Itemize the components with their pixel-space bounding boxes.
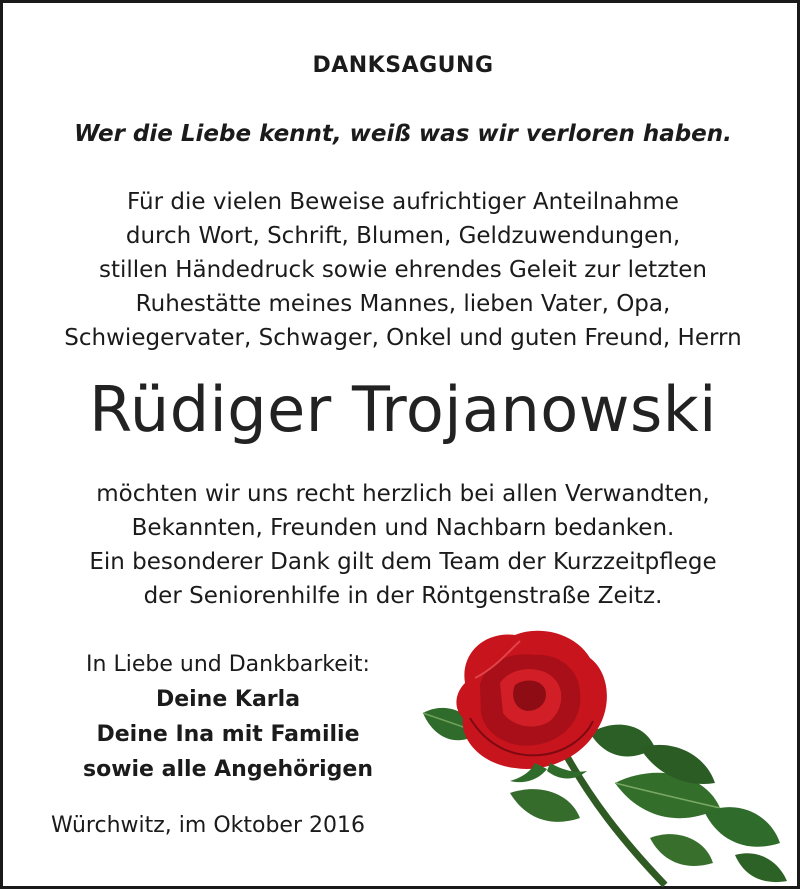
signature-name: Deine Karla [155,687,301,712]
intro-line: Schwiegervater, Schwager, Onkel und guten Freund, Herrn [64,325,742,351]
intro-paragraph [3,185,800,355]
thanks-line: möchten wir uns recht herzlich bei allen Verwandten, [96,481,710,507]
deceased-name: Rüdiger Trojanowski [89,373,717,446]
thanks-paragraph [3,477,800,613]
heading: DANKSAGUNG [312,53,494,78]
signature-name: Deine Ina mit Familie [96,722,360,747]
thanks-line: Bekannten, Freunden und Nachbarn bedanken. [131,515,675,541]
intro-line: Für die vielen Beweise aufrichtiger Anteilnahme [127,189,679,215]
signature-intro: In Liebe und Dankbarkeit: [86,652,370,677]
signature-name: sowie alle Angehörigen [82,757,374,782]
thanks-line: der Seniorenhilfe in der Röntgenstraße Zeitz. [143,583,663,609]
intro-line: Ruhestätte meines Mannes, lieben Vater, Opa, [135,291,671,317]
red-rose-icon [415,623,800,889]
intro-line: durch Wort, Schrift, Blumen, Geldzuwendungen, [125,223,681,249]
thanks-line: Ein besonderer Dank gilt dem Team der Kurzzeitpflege [89,549,717,575]
motto: Wer die Liebe kennt, weiß was wir verloren haben. [74,121,732,147]
place-date: Würchwitz, im Oktober 2016 [51,813,365,838]
intro-line: stillen Händedruck sowie ehrendes Geleit zur letzten [98,257,708,283]
signature-block [43,647,413,787]
